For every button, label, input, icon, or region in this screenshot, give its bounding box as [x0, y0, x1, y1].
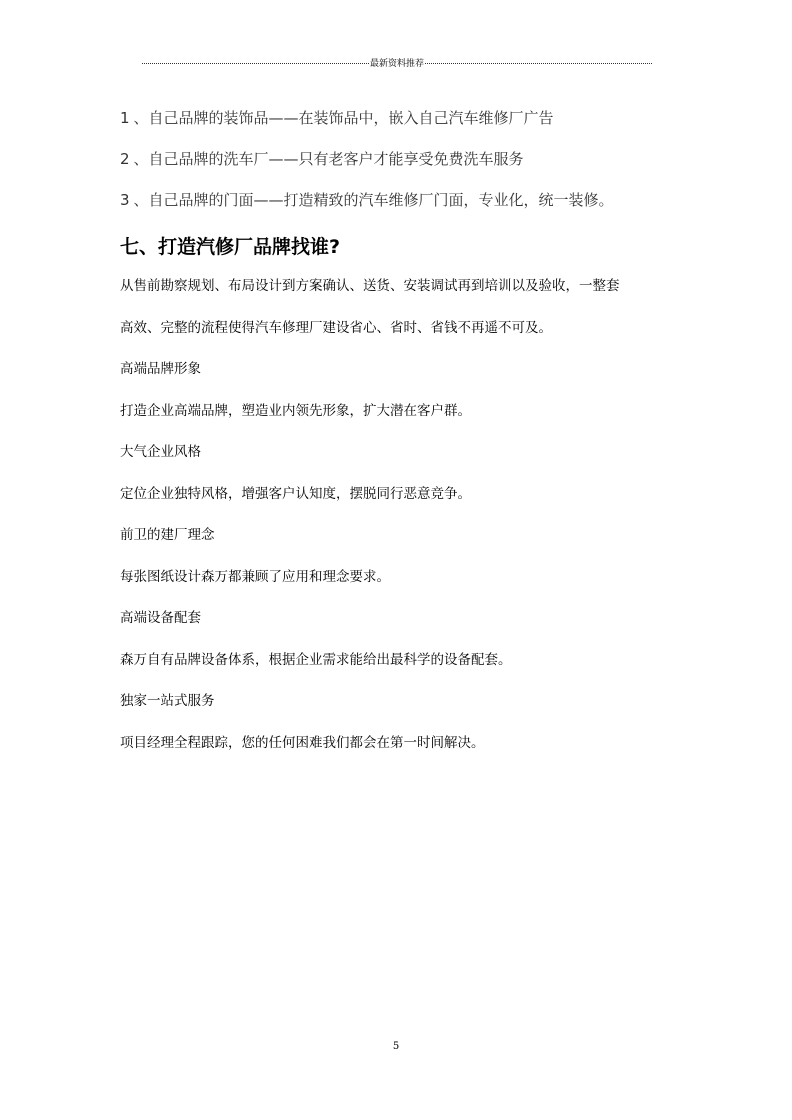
feature-description: 森万自有品牌设备体系，根据企业需求能给出最科学的设备配套。 — [120, 652, 512, 668]
feature-description: 打造企业高端品牌，塑造业内领先形象，扩大潜在客户群。 — [120, 403, 471, 419]
list-item-text: 、自己品牌的装饰品——在装饰品中，嵌入自己汽车维修厂广告 — [133, 109, 554, 127]
feature-description: 定位企业独特风格，增强客户认知度，摆脱同行恶意竞争。 — [120, 486, 471, 502]
header-dots-right — [425, 63, 652, 64]
list-item-number: 3 — [120, 191, 130, 209]
list-item — [120, 107, 554, 128]
feature-description: 每张图纸设计森万都兼顾了应用和理念要求。 — [120, 569, 390, 585]
header-dots-left — [142, 63, 369, 64]
header-label: 最新资料推荐 — [370, 58, 425, 69]
list-item-text: 、自己品牌的门面——打造精致的汽车维修厂门面，专业化，统一装修。 — [133, 191, 614, 209]
page-number: 5 — [392, 1041, 400, 1052]
feature-title: 独家一站式服务 — [120, 693, 215, 709]
feature-title: 高端设备配套 — [120, 610, 201, 626]
feature-description: 项目经理全程跟踪，您的任何困难我们都会在第一时间解决。 — [120, 735, 485, 751]
list-item-number: 1 — [120, 109, 130, 127]
list-item — [120, 148, 524, 169]
feature-title: 高端品牌形象 — [120, 361, 201, 377]
list-item-text: 、自己品牌的洗车厂——只有老客户才能享受免费洗车服务 — [133, 150, 524, 168]
section-heading: 七、打造汽修厂品牌找谁? — [120, 236, 341, 258]
page-header — [142, 55, 652, 69]
list-item-number: 2 — [120, 150, 130, 168]
intro-line-2: 高效、完整的流程使得汽车修理厂建设省心、省时、省钱不再遥不可及。 — [120, 320, 552, 336]
list-item — [120, 189, 614, 210]
intro-line-1: 从售前勘察规划、布局设计到方案确认、送货、安装调试再到培训以及验收，一整套 — [120, 278, 620, 294]
feature-title: 大气企业风格 — [120, 444, 201, 460]
feature-title: 前卫的建厂理念 — [120, 527, 215, 543]
